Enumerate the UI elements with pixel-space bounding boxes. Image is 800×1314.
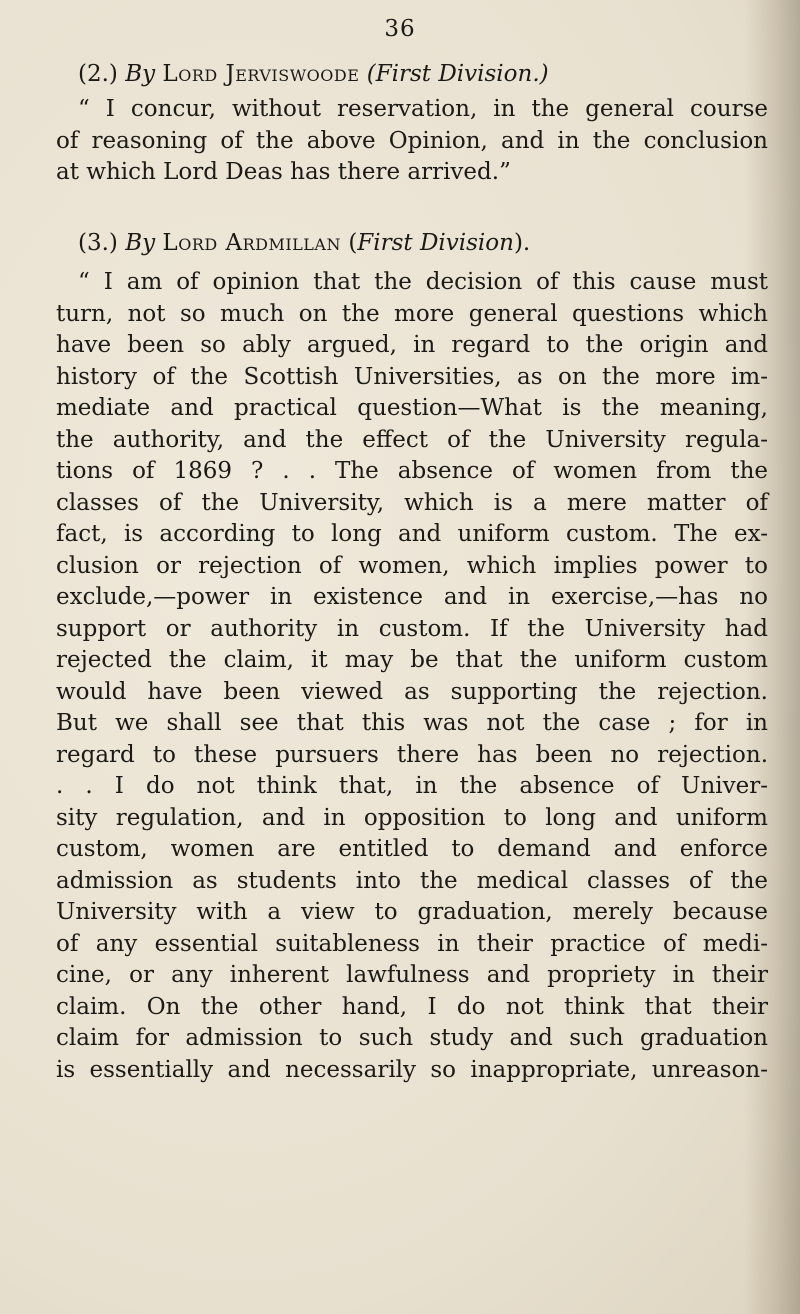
section-3-number: (3.) — [78, 230, 118, 256]
page-number: 36 — [384, 16, 416, 42]
section-2-by: By — [125, 61, 156, 87]
section-3-line: mediate and practical question—What is the meaning, — [56, 395, 768, 421]
section-3-line: rejected the claim, it may be that the uniform custom — [56, 647, 768, 673]
section-3-line: custom, women are entitled to demand and enforce — [56, 836, 768, 862]
section-3-division-open: ( — [348, 230, 358, 256]
section-3-line: regard to these pursuers there has been no rejection. — [56, 741, 768, 768]
section-3-division — [348, 230, 530, 256]
section-3-body — [56, 267, 768, 1086]
section-3-by: By — [125, 230, 156, 256]
section-3-division-close: ). — [513, 230, 531, 256]
section-2-line: at which Lord Deas has there arrived.” — [56, 159, 511, 185]
section-3-line: history of the Scottish Universities, as on the more im- — [56, 363, 768, 390]
section-3-line: support or authority in custom. If the University had — [56, 615, 768, 642]
section-3-line: classes of the University, which is a mere matter of — [56, 489, 768, 516]
section-3-line: But we shall see that this was not the case ; for in — [56, 710, 768, 736]
section-3-line: exclude,—power in existence and in exercise,—has no — [56, 584, 768, 610]
section-3-line: of any essential suitableness in their practice of medi- — [56, 930, 768, 957]
section-2-heading — [78, 61, 549, 87]
section-2-line: “ I concur, without reservation, in the general course — [78, 96, 768, 122]
section-3-line: would have been viewed as supporting the rejection. — [56, 678, 768, 705]
section-3-line: fact, is according to long and uniform custom. The ex- — [56, 521, 768, 547]
section-3-line: University with a view to graduation, merely because — [56, 899, 768, 925]
section-2-body — [56, 94, 768, 189]
section-3-line: clusion or rejection of women, which implies power to — [56, 552, 768, 579]
section-3-lord: Lord Ardmillan — [162, 230, 341, 256]
section-3-line: cine, or any inherent lawfulness and propriety in their — [56, 962, 768, 988]
section-3-division-text: First Division — [357, 230, 514, 256]
section-3-line: have been so ably argued, in regard to the origin and — [56, 332, 768, 358]
section-2-lord: Lord Jerviswoode — [162, 61, 360, 87]
section-2-number: (2.) — [78, 61, 118, 87]
section-3-line: . . I do not think that, in the absence of Univer- — [56, 773, 768, 799]
section-3-line: claim for admission to such study and such graduation — [56, 1025, 768, 1051]
section-3-line: sity regulation, and in opposition to long and uniform — [56, 804, 768, 831]
section-3-line: the authority, and the effect of the University regula- — [56, 426, 768, 453]
section-3-line: admission as students into the medical classes of the — [56, 867, 768, 894]
section-3-line: turn, not so much on the more general questions which — [56, 300, 768, 327]
section-3-heading — [78, 230, 530, 256]
section-2-line: of reasoning of the above Opinion, and in the conclusion — [56, 127, 768, 154]
section-3-line: claim. On the other hand, I do not think that their — [56, 993, 768, 1020]
section-2-division: (First Division.) — [366, 61, 549, 87]
section-3-line: is essentially and necessarily so inappropriate, unreason- — [56, 1056, 768, 1083]
section-3-line: “ I am of opinion that the decision of this cause must — [78, 269, 768, 295]
section-3-line: tions of 1869 ? . . The absence of women from the — [56, 458, 768, 484]
